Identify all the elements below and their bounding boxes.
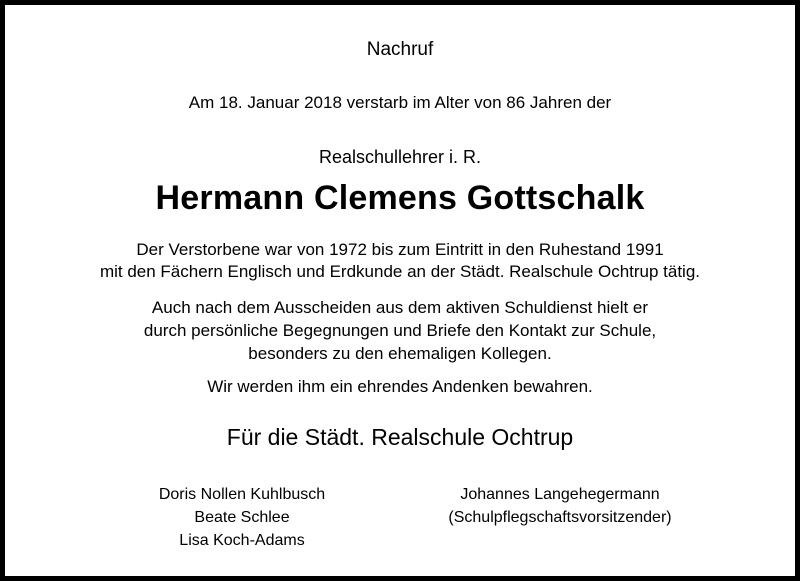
profession-title: Realschullehrer i. R. — [318, 147, 482, 167]
death-announcement: Am 18. Januar 2018 verstarb im Alter von 86 Jahren der — [188, 93, 612, 112]
signer-name: Doris Nollen Kuhlbusch — [158, 486, 326, 503]
signer-name: Lisa Koch-Adams — [179, 532, 305, 549]
signer-name: Beate Schlee — [194, 509, 290, 526]
memorial-text: Wir werden ihm ein ehrendes Andenken bewahren. — [207, 377, 593, 396]
notice-heading: Nachruf — [366, 39, 434, 60]
signer-name: Johannes Langehegermann — [460, 486, 660, 503]
signers-right — [420, 483, 700, 529]
deceased-name: Hermann Clemens Gottschalk — [155, 179, 645, 217]
career-text-line: Der Verstorbene war von 1972 bis zum Eintritt in den Ruhestand 1991 — [136, 240, 664, 259]
retirement-text-line: durch persönliche Begegnungen und Briefe den Kontakt zur Schule, — [143, 321, 657, 340]
school-signoff: Für die Städt. Realschule Ochtrup — [226, 424, 574, 450]
signer-role: (Schulpflegschaftsvorsitzender) — [448, 509, 672, 526]
signers-left — [142, 483, 342, 552]
retirement-text-line: Auch nach dem Ausscheiden aus dem aktiven Schuldienst hielt er — [151, 298, 649, 317]
career-text-line: mit den Fächern Englisch und Erdkunde an der Städt. Realschule Ochtrup tätig. — [99, 262, 701, 281]
retirement-text-line: besonders zu den ehemaligen Kollegen. — [248, 344, 552, 363]
